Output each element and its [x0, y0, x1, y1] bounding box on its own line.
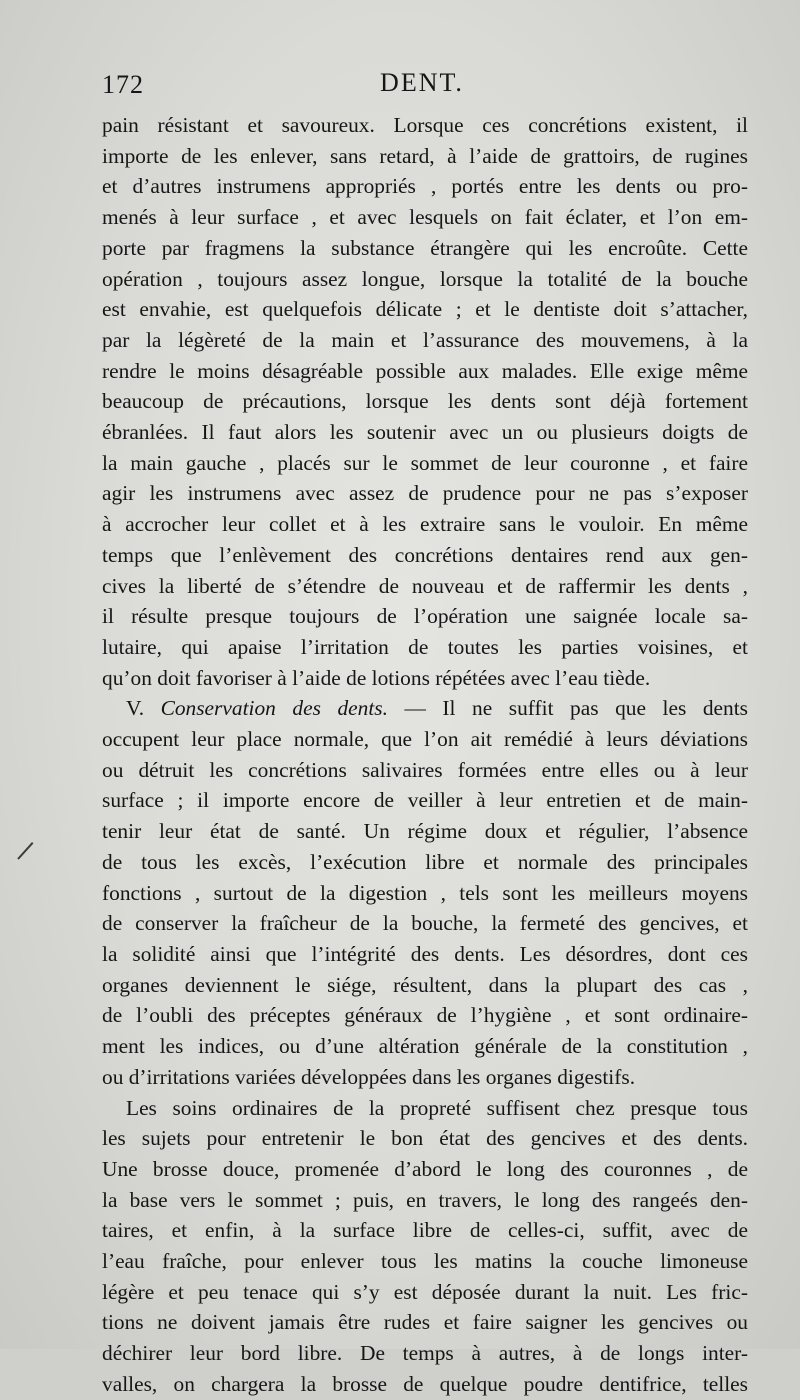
- text-line: Les soins ordinaires de la propreté suffisent chez presque tous: [126, 1095, 748, 1120]
- text-line: lutaire, qui apaise l’irritation de toutes les parties voisines, et: [102, 634, 748, 659]
- text-line: par la légèreté de la main et l’assurance des mouvemens, à la: [102, 327, 748, 352]
- text-line: la main gauche , placés sur le sommet de leur couronne , et faire: [102, 450, 748, 475]
- section-heading-line: [102, 693, 748, 724]
- text-line: surface ; il importe encore de veiller à leur entretien et de main-: [102, 788, 748, 813]
- text-line: ébranlées. Il faut alors les soutenir avec un ou plusieurs doigts de: [102, 420, 748, 445]
- text-line: pain résistant et savoureux. Lorsque ces concrétions existent, il: [102, 113, 748, 137]
- text-line: la solidité ainsi que l’intégrité des dents. Les désordres, dont ces: [102, 941, 748, 966]
- paragraph-3: [102, 1093, 748, 1400]
- text-line: est envahie, est quelquefois délicate ; et le dentiste doit s’attacher,: [102, 297, 748, 322]
- text-line: la base vers le sommet ; puis, en travers, le long des rangeés den-: [102, 1187, 748, 1212]
- body-text: [102, 110, 748, 1400]
- text-line: ou détruit les concrétions salivaires formées entre elles ou à leur: [102, 757, 748, 782]
- text-line: de conserver la fraîcheur de la bouche, la fermeté des gencives, et: [102, 911, 748, 936]
- text-line: porte par fragmens la substance étrangère qui les encroûte. Cette: [102, 235, 748, 260]
- text-line: fonctions , surtout de la digestion , tels sont les meilleurs moyens: [102, 880, 748, 905]
- text-line: qu’on doit favoriser à l’aide de lotions répétées avec l’eau tiède.: [102, 665, 651, 690]
- text-line: agir les instrumens avec assez de prudence pour ne pas s’exposer: [102, 481, 748, 506]
- text-line: temps que l’enlèvement des concrétions dentaires rend aux gen-: [102, 542, 748, 567]
- text-line: il résulte presque toujours de l’opération une saignée locale sa-: [102, 604, 748, 629]
- text-line: à accrocher leur collet et à les extraire sans le vouloir. En même: [102, 512, 748, 537]
- text-line: Une brosse douce, promenée d’abord le long des couronnes , de: [102, 1156, 748, 1181]
- text-line: ou d’irritations variées développées dans les organes digestifs.: [102, 1064, 636, 1089]
- text-line: tenir leur état de santé. Un régime doux et régulier, l’absence: [102, 819, 748, 844]
- text-line: légère et peu tenace qui s’y est déposée durant la nuit. Les fric-: [102, 1279, 748, 1304]
- text-line: menés à leur surface , et avec lesquels on fait éclater, et l’on em-: [102, 205, 748, 230]
- text-line: occupent leur place normale, que l’on ait remédié à leurs déviations: [102, 727, 748, 752]
- page-header: [102, 68, 742, 104]
- running-title: DENT.: [380, 68, 464, 97]
- page-number: 172: [102, 70, 144, 99]
- text-line: cives la liberté de s’étendre de nouveau et de raffermir les dents ,: [102, 573, 748, 598]
- text-line: ment les indices, ou d’une altération générale de la constitution ,: [102, 1034, 748, 1059]
- text-line: beaucoup de précautions, lorsque les dents sont déjà fortement: [102, 389, 748, 414]
- text-line: déchirer leur bord libre. De temps à autres, à de longs inter-: [102, 1341, 748, 1366]
- text-line: les sujets pour entretenir le bon état des gencives et des dents.: [102, 1126, 748, 1151]
- text-line: et d’autres instrumens appropriés , portés entre les dents ou pro-: [102, 174, 748, 199]
- text-line: taires, et enfin, à la surface libre de celles-ci, suffit, avec de: [102, 1218, 748, 1243]
- paragraph-1: [102, 110, 748, 693]
- section-heading: Conservation des dents.: [160, 696, 388, 721]
- text-line: tions ne doivent jamais être rudes et faire saigner les gencives ou: [102, 1310, 748, 1335]
- text-line: de l’oubli des préceptes généraux de l’hygiène , et sont ordinaire-: [102, 1003, 748, 1028]
- margin-pencil-mark: [17, 842, 33, 860]
- text-line: importe de les enlever, sans retard, à l’aide de grattoirs, de rugines: [102, 143, 748, 168]
- section-number: V.: [126, 696, 161, 721]
- text-line: valles, on chargera la brosse de quelque poudre dentifrice, telles: [102, 1371, 748, 1396]
- text-line: de tous les excès, l’exécution libre et normale des principales: [102, 849, 748, 874]
- text-line: organes deviennent le siége, résultent, dans la plupart des cas ,: [102, 972, 748, 997]
- text-line: opération , toujours assez longue, lorsque la totalité de la bouche: [102, 266, 748, 291]
- text-line: rendre le moins désagréable possible aux malades. Elle exige même: [102, 358, 748, 383]
- paragraph-2: [102, 693, 748, 1092]
- section-heading-continuation: — Il ne suffit pas que les dents: [387, 696, 748, 721]
- text-line: l’eau fraîche, pour enlever tous les matins la couche limoneuse: [102, 1249, 748, 1274]
